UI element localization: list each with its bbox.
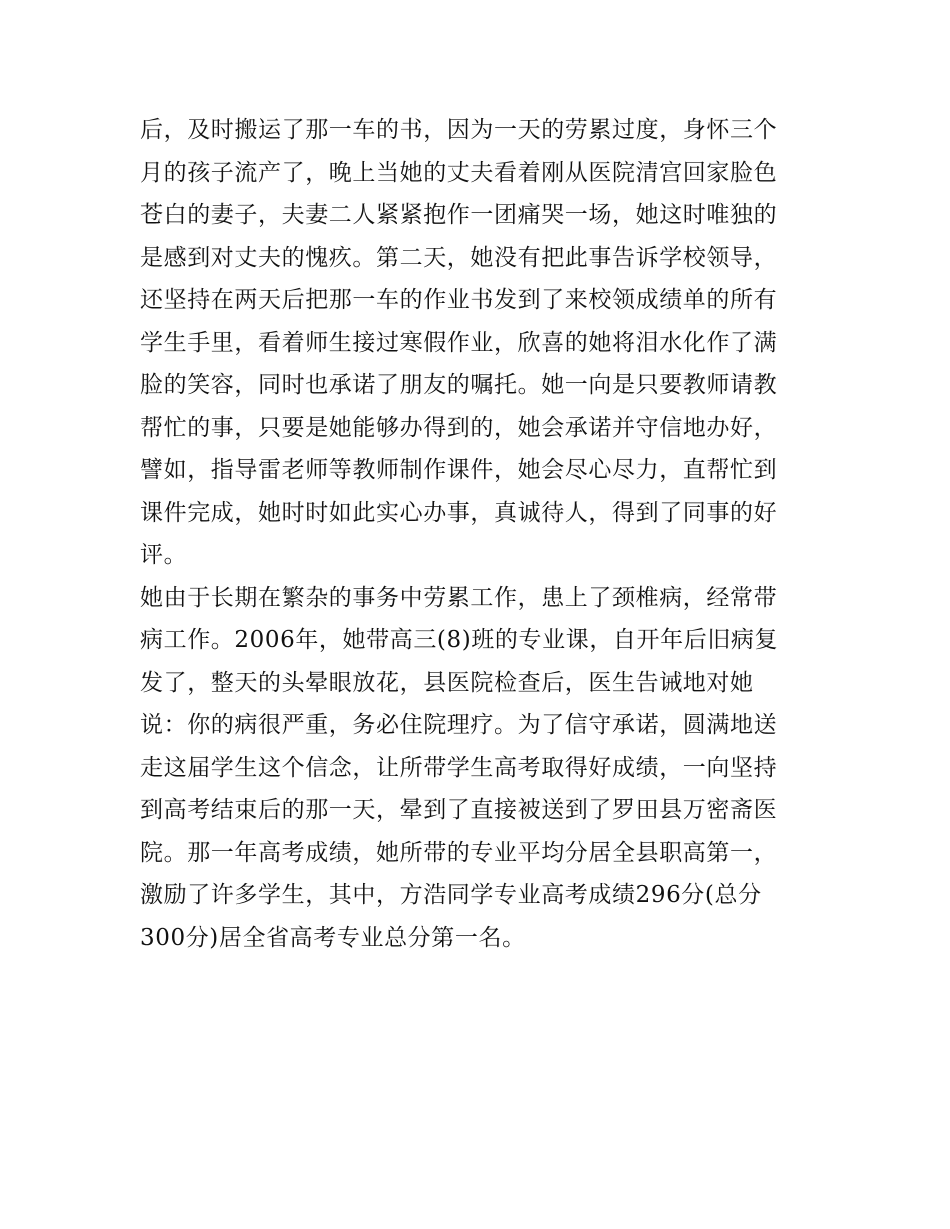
text-line: 苍白的妻子，夫妻二人紧紧抱作一团痛哭一场，她这时唯独的	[140, 202, 778, 228]
paragraph-2	[140, 577, 812, 960]
text-line: 是感到对丈夫的愧疚。第二天，她没有把此事告诉学校领导，	[140, 244, 778, 271]
text-line: 还坚持在两天后把那一车的作业书发到了来校领成绩单的所有	[140, 287, 778, 313]
text-line: 走这届学生这个信念，让所带学生高考取得好成绩，一向坚持	[140, 754, 778, 781]
text-line: 院。那一年高考成绩，她所带的专业平均分居全县职高第一，	[140, 839, 778, 866]
text-line: 到高考结束后的那一天，晕到了直接被送到了罗田县万密斋医	[140, 797, 778, 823]
text-line: 课件完成，她时时如此实心办事，真诚待人，得到了同事的好	[140, 499, 778, 526]
text-line: 月的孩子流产了，晚上当她的丈夫看着刚从医院清宫回家脸色	[140, 159, 778, 186]
paragraph-1	[140, 109, 812, 577]
document-body	[140, 109, 812, 959]
text-line: 激励了许多学生，其中，方浩同学专业高考成绩296分(总分	[140, 882, 762, 908]
text-line: 后，及时搬运了那一车的书，因为一天的劳累过度，身怀三个	[140, 117, 778, 143]
text-line: 评。	[140, 542, 188, 568]
text-line: 譬如，指导雷老师等教师制作课件，她会尽心尽力，直帮忙到	[140, 457, 778, 483]
text-line: 300分)居全省高考专业总分第一名。	[140, 924, 526, 951]
text-line: 说：你的病很严重，务必住院理疗。为了信守承诺，圆满地送	[140, 712, 778, 738]
text-line: 发了，整天的头晕眼放花，县医院检查后，医生告诫地对她	[140, 669, 754, 696]
text-line: 病工作。2006年，她带高三(8)班的专业课，自开年后旧病复	[140, 627, 779, 653]
text-line: 脸的笑容，同时也承诺了朋友的嘱托。她一向是只要教师请教	[140, 372, 778, 398]
text-line: 帮忙的事，只要是她能够办得到的，她会承诺并守信地办好，	[140, 414, 778, 441]
text-line: 她由于长期在繁杂的事务中劳累工作，患上了颈椎病，经常带	[140, 584, 778, 611]
text-line: 学生手里，看着师生接过寒假作业，欣喜的她将泪水化作了满	[140, 329, 778, 356]
